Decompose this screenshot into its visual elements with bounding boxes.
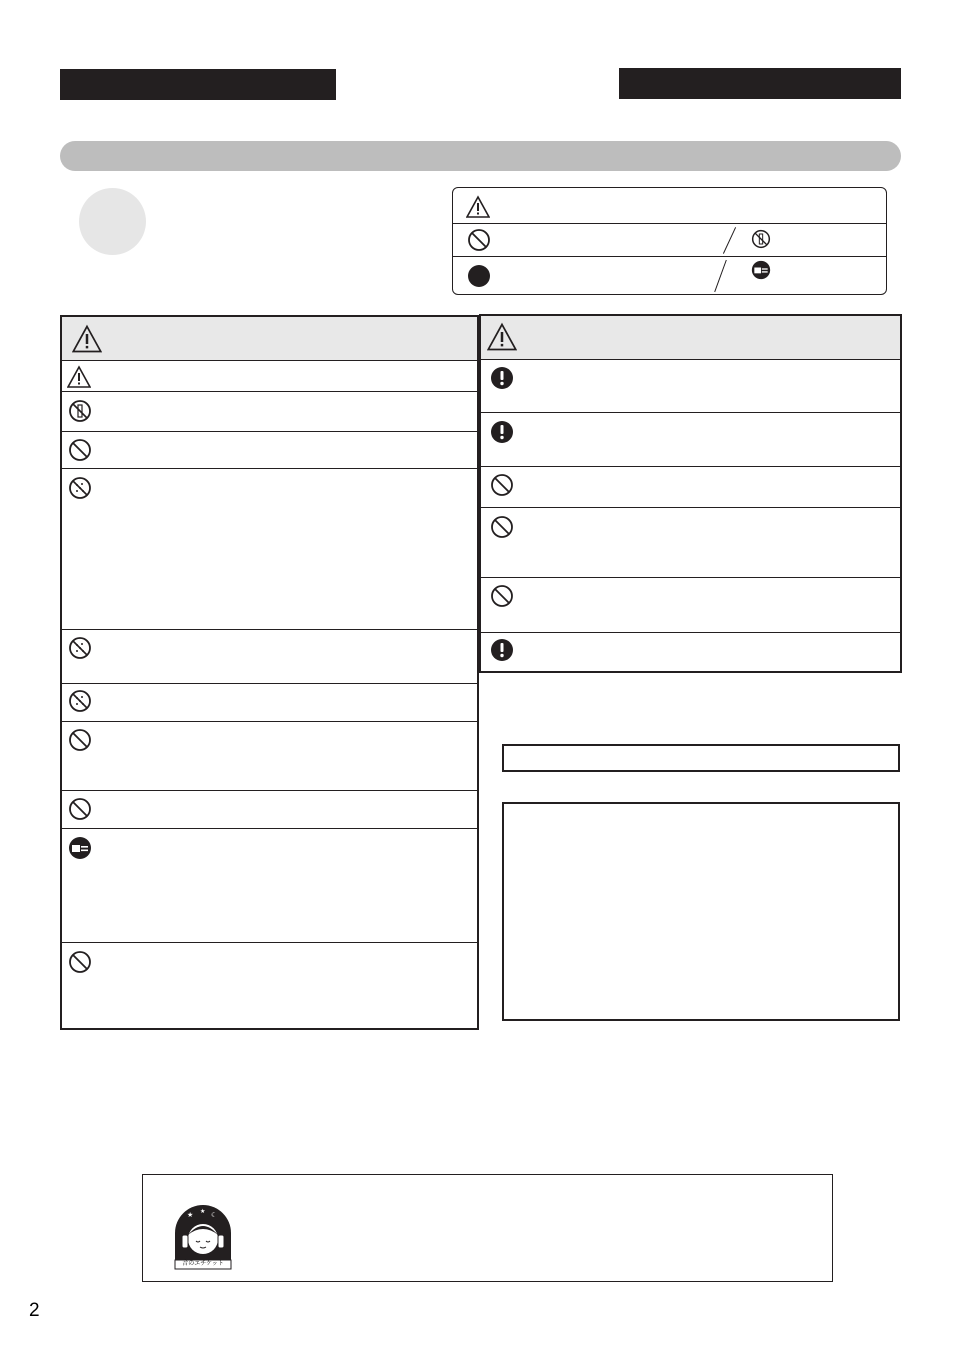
page-number: 2 xyxy=(29,1300,40,1321)
warning-panel-left xyxy=(60,315,479,1030)
prohibition-icon xyxy=(68,728,92,752)
warning-triangle-icon xyxy=(487,322,517,352)
unplug-icon xyxy=(751,260,771,280)
header-bar-left xyxy=(60,69,336,100)
section-marker-circle xyxy=(79,188,146,255)
no-disassembly-icon xyxy=(68,399,92,423)
prohibition-icon xyxy=(467,228,491,252)
no-wet-hands-icon xyxy=(68,476,92,500)
note-label-box xyxy=(502,744,900,772)
mandatory-action-icon xyxy=(490,366,514,390)
svg-text:★: ★ xyxy=(187,1212,194,1219)
symbol-legend xyxy=(452,187,887,295)
section-heading-bar xyxy=(60,141,901,171)
warning-triangle-icon xyxy=(466,195,490,219)
no-disassembly-icon xyxy=(751,229,771,249)
prohibition-icon xyxy=(68,950,92,974)
header-bar-right xyxy=(619,68,901,99)
note-content-box xyxy=(502,802,900,1021)
prohibition-icon xyxy=(490,473,514,497)
prohibition-icon xyxy=(490,515,514,539)
prohibition-icon xyxy=(490,584,514,608)
caution-panel-right xyxy=(479,314,902,673)
no-wet-hands-icon xyxy=(68,636,92,660)
prohibition-icon xyxy=(68,438,92,462)
svg-text:☾: ☾ xyxy=(211,1212,218,1219)
svg-text:★: ★ xyxy=(200,1209,206,1215)
mandatory-action-icon xyxy=(490,638,514,662)
unplug-icon xyxy=(68,836,92,860)
etiquette-badge-text: 音のエチケット xyxy=(182,1261,224,1267)
mandatory-action-icon xyxy=(490,420,514,444)
warning-triangle-icon xyxy=(72,324,102,354)
prohibition-icon xyxy=(68,797,92,821)
mandatory-action-icon xyxy=(467,264,491,288)
sound-etiquette-box xyxy=(142,1174,833,1282)
warning-triangle-icon xyxy=(67,365,91,389)
sound-etiquette-logo xyxy=(173,1205,233,1270)
no-wet-hands-icon xyxy=(68,689,92,713)
